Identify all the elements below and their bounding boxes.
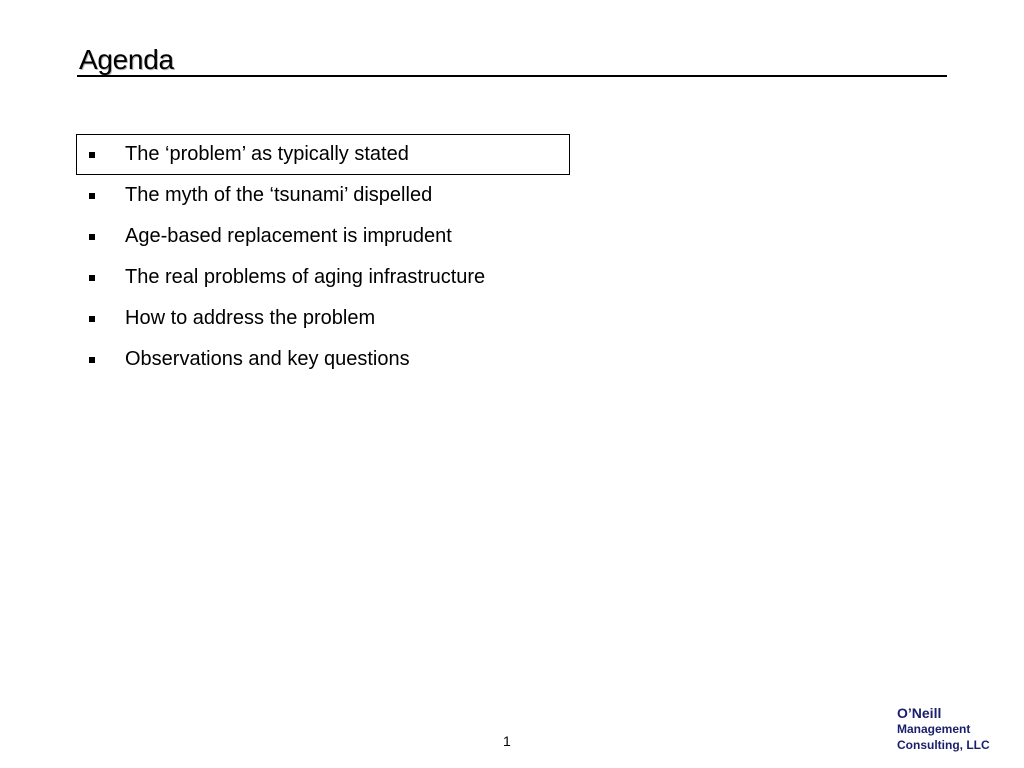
agenda-item-label: The ‘problem’ as typically stated bbox=[125, 143, 409, 165]
agenda-list bbox=[76, 134, 570, 380]
slide-title: Agenda bbox=[79, 44, 174, 75]
agenda-item bbox=[76, 339, 570, 380]
square-bullet-icon bbox=[89, 316, 95, 322]
logo-line-name: O’Neill bbox=[897, 705, 942, 721]
title-underline bbox=[77, 75, 947, 77]
square-bullet-icon bbox=[89, 275, 95, 281]
agenda-item bbox=[76, 216, 570, 257]
logo-line-consulting: Consulting, LLC bbox=[897, 738, 990, 752]
agenda-item bbox=[76, 175, 570, 216]
agenda-item bbox=[76, 134, 570, 175]
agenda-item-label: Observations and key questions bbox=[125, 348, 410, 370]
agenda-item-label: Age-based replacement is imprudent bbox=[125, 225, 452, 247]
agenda-item-label: The myth of the ‘tsunami’ dispelled bbox=[125, 184, 433, 206]
square-bullet-icon bbox=[89, 193, 95, 199]
agenda-item bbox=[76, 257, 570, 298]
logo-line-management: Management bbox=[897, 722, 971, 736]
agenda-item-label: How to address the problem bbox=[125, 307, 376, 329]
page-number: 1 bbox=[503, 733, 511, 749]
square-bullet-icon bbox=[89, 234, 95, 240]
square-bullet-icon bbox=[89, 152, 95, 158]
agenda-item bbox=[76, 298, 570, 339]
square-bullet-icon bbox=[89, 357, 95, 363]
agenda-item-label: The real problems of aging infrastructure bbox=[125, 266, 486, 288]
company-logo bbox=[897, 705, 990, 753]
